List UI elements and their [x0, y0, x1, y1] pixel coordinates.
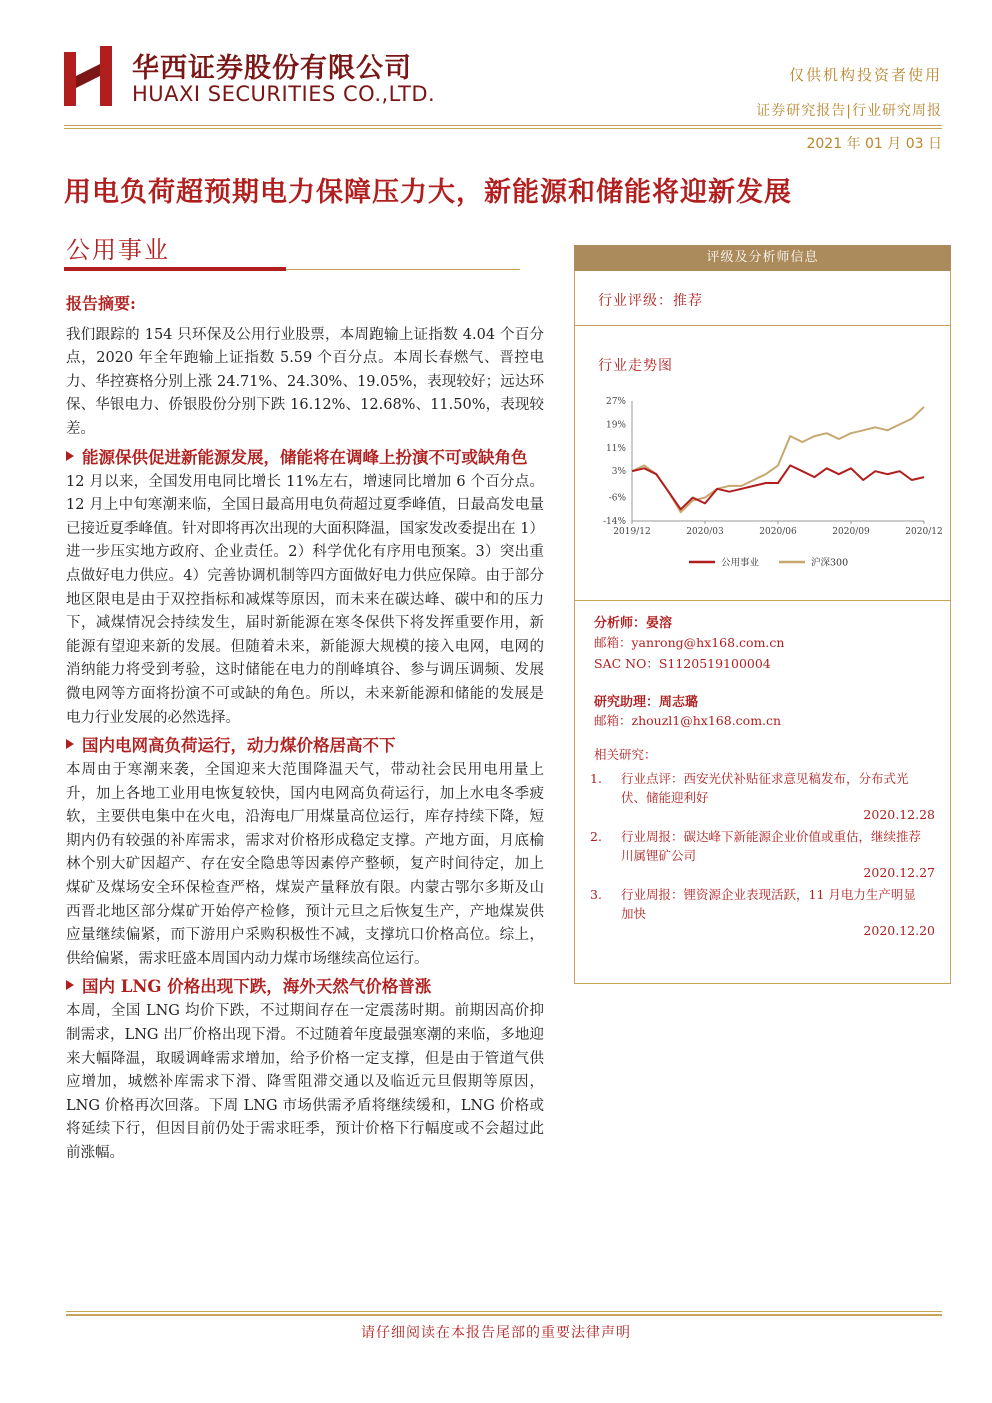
trend-chart-title: 行业走势图	[598, 358, 673, 374]
related-number: 1.	[590, 771, 602, 786]
triangle-bullet-icon	[66, 980, 74, 990]
report-type: 证券研究报告|行业研究周报	[756, 103, 942, 119]
related-text: 行业点评：西安光伏补贴征求意见稿发布，分布式光伏、储能迎利好	[621, 771, 909, 805]
audience-note: 仅供机构投资者使用	[788, 66, 942, 84]
section-body: 12 月以来，全国发用电同比增长 11%左右，增速同比增加 6 个百分点。12 月上中旬寒潮来临，全国日最高用电负荷超过夏季峰值，日最高发电量已接近夏季峰值。针对即将再次出现的大面积降温，国家发改委提出在 1）进一步压实地方政府、企业责任。2）科学优化有序用电预案。3）突出重点做好电力供应。4）完善协调机制等四方面做好电力供应保障。由于部分地区限电是由于双控指标和减煤等原因，而未来在碳达峰、碳中和的压力下，减煤情况会持续发生，届时新能源在寒冬保供下将发挥重要作用，新能源有望迎来新的发展。但随着未来，新能源大规模的接入电网，电网的消纳能力将受到考验，这时储能在电力的削峰填谷、参与调压调频、发展微电网等方面将扮演不可或缺的角色。所以，未来新能源和储能的发展是电力行业发展的必然选择。	[66, 473, 544, 726]
industry-underline-thin	[286, 269, 520, 270]
assistant-name: 研究助理：周志璐	[594, 695, 699, 710]
series-line-csi300	[632, 407, 924, 512]
triangle-bullet-icon	[66, 451, 74, 461]
x-tick-label: 2020/06	[759, 527, 797, 537]
analyst-email[interactable]: 邮箱：yanrong@hx168.com.cn	[594, 635, 785, 650]
report-title: 用电负荷超预期电力保障压力大，新能源和储能将迎新发展	[64, 177, 792, 208]
summary-intro: 我们跟踪的 154 只环保及公用行业股票，本周跑输上证指数 4.04 个百分点，2020 年全年跑输上证指数 5.59 个百分点。本周长春燃气、晋控电力、华控赛格分别上涨 24.71%、24.30%、19.05%，表现较好；远达环保、华银电力、侨银股份分别下跌 16.12%、12.68%、11.50%，表现较差。	[66, 326, 544, 437]
industry-underline	[64, 267, 286, 271]
analyst-name: 分析师：晏溶	[594, 616, 673, 631]
industry-label: 公用事业	[66, 236, 170, 264]
report-date: 2021 年 01 月 03 日	[806, 136, 942, 152]
summary-column	[66, 292, 544, 1166]
y-tick-label: 11%	[605, 443, 626, 454]
related-date: 2020.12.27	[863, 865, 935, 880]
section-heading: 国内电网高负荷运行，动力煤价格居高不下	[66, 734, 544, 757]
legend-label: 沪深300	[811, 557, 849, 569]
related-text: 行业周报：碳达峰下新能源企业价值或重估，继续推荐川属锂矿公司	[621, 829, 922, 863]
related-number: 3.	[590, 887, 602, 902]
footer-divider	[66, 1314, 942, 1316]
x-tick-label: 2020/12	[905, 527, 943, 537]
series-line-utilities	[632, 465, 924, 509]
industry-trend-chart	[584, 387, 944, 577]
related-research-title: 相关研究：	[594, 747, 657, 762]
y-tick-label: -14%	[602, 517, 626, 527]
footer-divider	[66, 1311, 942, 1312]
header-divider	[64, 125, 942, 126]
industry-rating: 行业评级：推荐	[598, 293, 703, 309]
assistant-email[interactable]: 邮箱：zhouzl1@hx168.com.cn	[594, 713, 782, 728]
section-body: 本周，全国 LNG 均价下跌，不过期间存在一定震荡时期。前期因高价抑制需求，LNG 出厂价格出现下滑。不过随着年度最强寒潮的来临，多地迎来大幅降温，取暖调峰需求增加，给予价格一定支撑，但是由于管道气供应增加，城燃补库需求下滑、降雪阻滞交通以及临近元旦假期等原因，LNG 价格再次回落。下周 LNG 市场供需矛盾将继续缓和，LNG 价格或将延续下行，但因目前仍处于需求旺季，预计价格下行幅度或不会超过此前涨幅。	[66, 1003, 544, 1161]
y-tick-label: 19%	[605, 420, 626, 431]
company-name-en: HUAXI SECURITIES CO.,LTD.	[132, 82, 436, 106]
related-date: 2020.12.28	[863, 807, 935, 822]
legend-label: 公用事业	[721, 557, 760, 569]
related-number: 2.	[590, 829, 602, 844]
panel-divider	[574, 600, 951, 601]
y-tick-label: 3%	[611, 467, 626, 478]
panel-header: 评级及分析师信息	[574, 245, 951, 271]
header-divider	[64, 128, 942, 129]
company-name-cn: 华西证券股份有限公司	[132, 53, 412, 84]
huaxi-logo-icon	[64, 46, 116, 106]
y-tick-label: -6%	[608, 493, 626, 504]
x-tick-label: 2020/09	[832, 527, 870, 537]
related-text: 行业周报：锂资源企业表现活跃，11 月电力生产明显加快	[621, 887, 916, 921]
section-heading: 国内 LNG 价格出现下跌，海外天然气价格普涨	[66, 975, 544, 998]
analyst-sac-number: SAC NO：S1120519100004	[594, 656, 771, 671]
x-tick-label: 2020/03	[686, 527, 724, 537]
triangle-bullet-icon	[66, 739, 74, 749]
summary-heading: 报告摘要:	[66, 294, 136, 313]
y-tick-label: 27%	[605, 397, 626, 407]
rating-analyst-panel	[574, 245, 951, 985]
section-heading: 能源保供促进新能源发展，储能将在调峰上扮演不可或缺角色	[66, 446, 544, 469]
x-tick-label: 2019/12	[613, 527, 651, 537]
legal-notice: 请仔细阅读在本报告尾部的重要法律声明	[361, 1325, 631, 1341]
section-body: 本周由于寒潮来袭，全国迎来大范围降温天气，带动社会民用电用量上升，加上各地工业用电恢复较快，国内电网高负荷运行，加上水电冬季疲软，主要供电集中在火电，沿海电厂用煤量高位运行，库存持续下降，短期内仍有较强的补库需求，需求对价格形成稳定支撑。产地方面，月底榆林个别大矿因超产、存在安全隐患等因素停产整顿，复产时间待定，加上煤矿及煤场安全环保检查严格，煤炭产量释放有限。内蒙古鄂尔多斯及山西晋北地区部分煤矿开始停产检修，预计元旦之后恢复生产，产地煤炭供应量继续偏紧，而下游用户采购积极性不减，支撑坑口价格高位。综上，供给偏紧，需求旺盛本周国内动力煤市场继续高位运行。	[66, 762, 544, 967]
panel-divider	[574, 325, 951, 326]
related-date: 2020.12.20	[863, 923, 935, 938]
